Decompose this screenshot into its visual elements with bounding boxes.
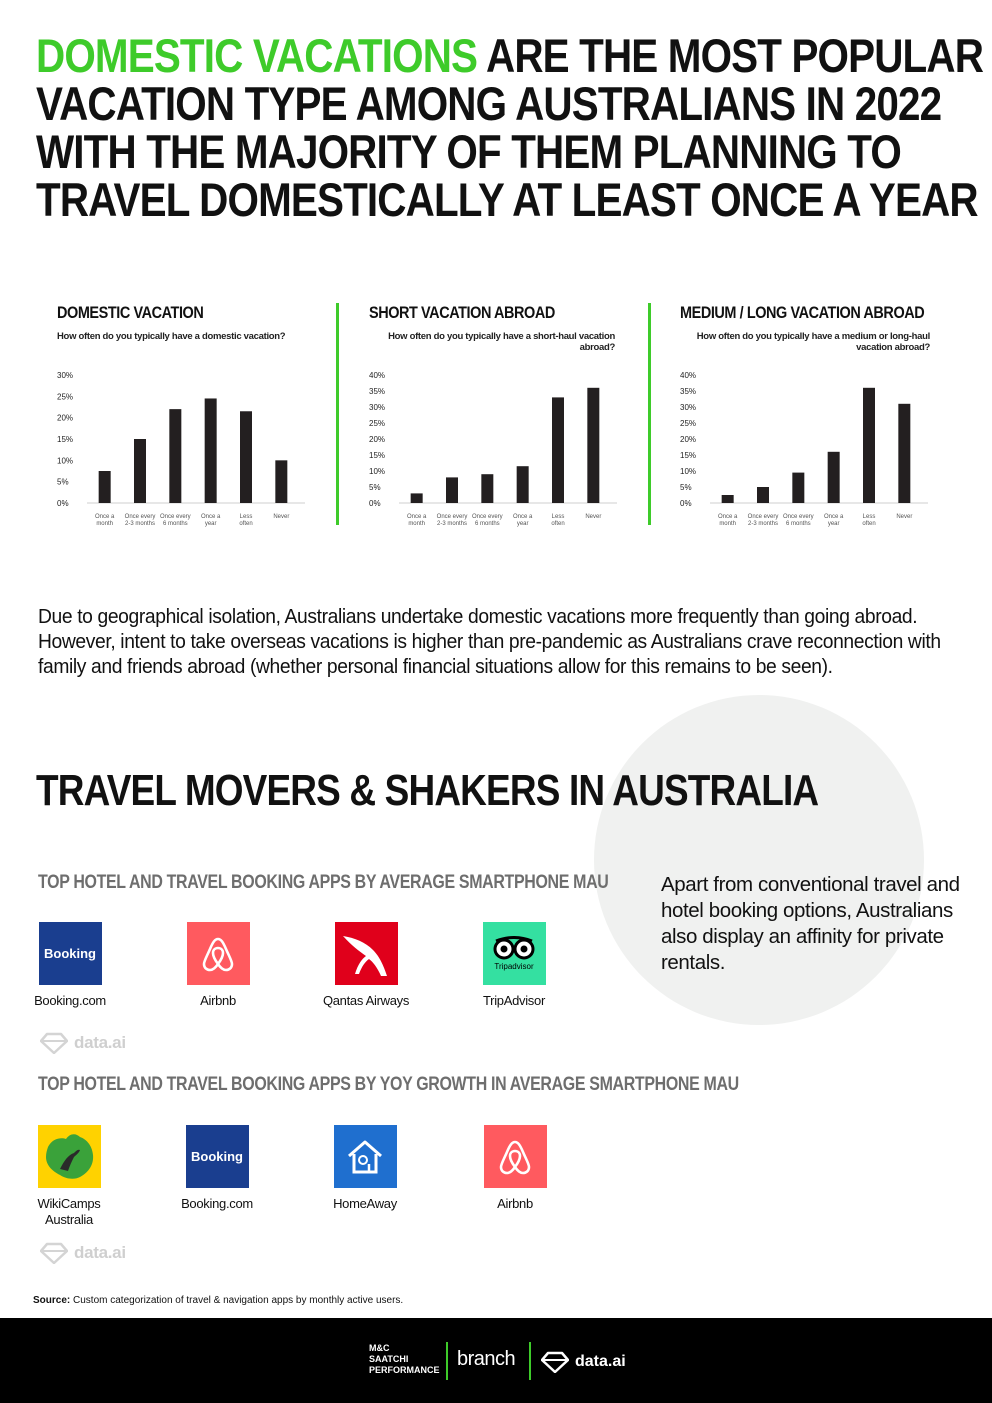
dataai-logo-text: data.ai	[575, 1353, 626, 1370]
y-tick-label: 30%	[57, 371, 74, 380]
watermark-text: data.ai	[74, 1033, 126, 1052]
app-name: Qantas Airways	[322, 993, 410, 1008]
section-title: TRAVEL MOVERS & SHAKERS IN AUSTRALIA	[36, 766, 819, 815]
body-paragraph: Due to geographical isolation, Australians undertake domestic vacations more frequently than going abroad. However, intent to take overseas vacations is higher than pre-pandemic as Australians crave reconnection with family and friends abroad (whether personal financial situations allow for this remains to be seen).	[38, 605, 941, 678]
x-tick-label: Less	[239, 514, 253, 520]
airbnb-icon	[187, 922, 250, 985]
chart-plot	[57, 365, 307, 535]
headline-line-1	[36, 29, 984, 82]
bar	[898, 404, 910, 503]
mc-line-2: SAATCHI	[369, 1354, 409, 1364]
footer-divider	[446, 1342, 448, 1380]
headline-line-1-rest: ARE THE MOST POPULAR	[477, 29, 984, 82]
x-tick-label: Once every	[471, 514, 503, 520]
y-tick-label: 25%	[57, 392, 74, 402]
mc-saatchi-logo	[369, 1343, 440, 1376]
chart-title: DOMESTIC VACATION	[57, 303, 204, 322]
homeaway-icon	[334, 1125, 397, 1188]
source-note	[33, 1295, 403, 1306]
chart-question: How often do you typically have a domestic vacation?	[57, 331, 286, 342]
y-tick-label: 40%	[369, 371, 386, 380]
app-name: Airbnb	[200, 993, 236, 1008]
app-name: Booking.com	[181, 1196, 253, 1211]
x-tick-label: Less	[862, 514, 876, 520]
x-tick-label: 2-3 months	[124, 521, 156, 527]
diamond-icon	[40, 1032, 68, 1054]
chart-plot	[680, 365, 934, 535]
bar	[863, 388, 875, 503]
x-tick-label: 6 months	[785, 521, 811, 527]
x-tick-label: 2-3 months	[747, 521, 779, 527]
watermark-text: data.ai	[74, 1243, 126, 1262]
wikicamps-icon	[38, 1125, 101, 1188]
app-name: HomeAway	[333, 1196, 397, 1211]
airbnb-logo-glyph	[201, 936, 235, 972]
bar	[587, 388, 599, 503]
mc-line-1: M&C	[369, 1343, 390, 1353]
owl-eyes-glyph	[492, 936, 536, 960]
airbnb-logo-glyph	[498, 1139, 532, 1175]
app-name: Booking.com	[34, 993, 106, 1008]
x-tick-label: often	[551, 521, 565, 527]
y-tick-label: 5%	[57, 477, 69, 487]
chart-plot	[369, 365, 619, 535]
chart-divider	[648, 303, 651, 525]
dataai-watermark	[40, 1032, 126, 1054]
bar	[275, 460, 287, 503]
bar	[99, 471, 111, 503]
x-tick-label: year	[516, 521, 529, 527]
x-tick-label: Once a	[94, 514, 115, 520]
source-text: Custom categorization of travel & navigation apps by monthly active users.	[70, 1295, 404, 1306]
top-mau-title: TOP HOTEL AND TRAVEL BOOKING APPS BY AVERAGE SMARTPHONE MAU	[38, 872, 609, 893]
bar	[169, 409, 181, 503]
bar	[411, 493, 423, 503]
y-tick-label: 30%	[680, 403, 697, 412]
x-tick-label: 6 months	[162, 521, 188, 527]
footer-divider	[529, 1342, 531, 1380]
y-tick-label: 20%	[680, 435, 697, 444]
top-growth-title: TOP HOTEL AND TRAVEL BOOKING APPS BY YOY GROWTH IN AVERAGE SMARTPHONE MAU	[38, 1074, 739, 1095]
app-name: TripAdvisor	[483, 993, 545, 1008]
headline-highlight: DOMESTIC VACATIONS	[36, 29, 478, 82]
x-tick-label: Never	[896, 514, 913, 520]
chart-short-vacation-abroad	[369, 295, 619, 535]
x-tick-label: Once every	[782, 514, 814, 520]
chart-medium-long-vacation-abroad	[680, 295, 934, 535]
x-tick-label: year	[827, 521, 840, 527]
bar	[792, 473, 804, 503]
house-glyph	[345, 1138, 385, 1176]
app-qantas-airways[interactable]	[311, 922, 421, 1009]
x-tick-label: Once every	[124, 514, 156, 520]
charts-row	[0, 295, 992, 535]
app-homeaway[interactable]	[310, 1125, 420, 1212]
bar	[517, 466, 529, 503]
australia-map-glyph	[38, 1125, 101, 1188]
diamond-icon	[40, 1242, 68, 1264]
chart-question: How often do you typically have a short-haul vacation abroad?	[388, 331, 615, 353]
booking-icon	[39, 922, 102, 985]
y-tick-label: 25%	[680, 419, 697, 428]
x-tick-label: Never	[273, 514, 290, 520]
x-tick-label: month	[719, 521, 737, 527]
x-tick-label: 6 months	[474, 521, 500, 527]
y-tick-label: 5%	[680, 483, 692, 492]
bar	[240, 411, 252, 503]
bar	[552, 397, 564, 503]
y-tick-label: 15%	[369, 451, 386, 460]
headline-line-4: TRAVEL DOMESTICALLY AT LEAST ONCE A YEAR	[36, 173, 978, 226]
y-tick-label: 40%	[680, 371, 697, 380]
mc-line-3: PERFORMANCE	[369, 1365, 440, 1375]
tripadvisor-icon	[483, 922, 546, 985]
chart-divider	[336, 303, 339, 525]
x-tick-label: month	[408, 521, 426, 527]
app-tripadvisor[interactable]	[459, 922, 569, 1009]
y-tick-label: 35%	[369, 387, 386, 396]
app-name-line-1: WikiCamps	[37, 1196, 101, 1211]
airbnb-icon	[484, 1125, 547, 1188]
y-tick-label: 0%	[57, 499, 69, 508]
source-label: Source:	[33, 1295, 71, 1306]
booking-icon-text: Booking	[191, 1149, 243, 1164]
headline-line-2: VACATION TYPE AMONG AUSTRALIANS IN 2022	[36, 77, 942, 130]
x-tick-label: Once a	[406, 514, 427, 520]
footer-bar	[0, 1318, 992, 1403]
y-tick-label: 35%	[680, 387, 697, 396]
bar	[722, 495, 734, 503]
app-name: Airbnb	[497, 1196, 533, 1211]
tripadvisor-icon-text: Tripadvisor	[494, 962, 534, 971]
x-tick-label: often	[239, 521, 253, 527]
x-tick-label: 2-3 months	[436, 521, 468, 527]
bar	[481, 474, 493, 503]
app-airbnb[interactable]	[460, 1125, 570, 1212]
y-tick-label: 10%	[680, 467, 697, 476]
chart-question: How often do you typically have a medium or long-haul vacation abroad?	[696, 331, 930, 353]
x-tick-label: Once every	[436, 514, 468, 520]
x-tick-label: often	[862, 521, 876, 527]
x-tick-label: Once a	[823, 514, 844, 520]
booking-icon-text: Booking	[44, 946, 96, 961]
bar	[446, 477, 458, 503]
y-tick-label: 5%	[369, 483, 381, 492]
app-booking-com[interactable]	[15, 922, 125, 1009]
app-name-line-2: Australia	[45, 1212, 93, 1227]
x-tick-label: month	[96, 521, 114, 527]
headline-line-3: WITH THE MAJORITY OF THEM PLANNING TO	[36, 125, 901, 178]
y-tick-label: 0%	[369, 499, 381, 508]
qantas-icon	[335, 922, 398, 985]
y-tick-label: 10%	[369, 467, 386, 476]
x-tick-label: Never	[585, 514, 602, 520]
y-tick-label: 10%	[57, 456, 74, 466]
chart-title: MEDIUM / LONG VACATION ABROAD	[680, 303, 925, 322]
dataai-logo	[541, 1351, 626, 1373]
booking-icon	[186, 1125, 249, 1188]
y-tick-label: 20%	[369, 435, 386, 444]
x-tick-label: Once a	[200, 514, 221, 520]
dataai-watermark	[40, 1242, 126, 1264]
app-wikicamps-australia[interactable]	[14, 1125, 124, 1228]
chart-domestic-vacation	[57, 295, 319, 535]
branch-logo: branch	[457, 1348, 516, 1370]
y-tick-label: 25%	[369, 419, 386, 428]
side-note: Apart from conventional travel and hotel booking options, Australians also display an affinity for private rentals.	[661, 873, 960, 974]
page-headline	[36, 29, 984, 226]
y-tick-label: 20%	[57, 413, 74, 423]
chart-title: SHORT VACATION ABROAD	[369, 303, 555, 322]
bar	[205, 398, 217, 503]
bar	[134, 439, 146, 503]
x-tick-label: Once a	[512, 514, 533, 520]
kangaroo-glyph	[335, 922, 398, 985]
y-tick-label: 15%	[57, 435, 74, 444]
x-tick-label: Once every	[159, 514, 191, 520]
app-airbnb[interactable]	[163, 922, 273, 1009]
x-tick-label: year	[204, 521, 217, 527]
x-tick-label: Once every	[747, 514, 779, 520]
y-tick-label: 15%	[680, 451, 697, 460]
app-booking-com[interactable]	[162, 1125, 272, 1212]
y-tick-label: 0%	[680, 499, 692, 508]
x-tick-label: Less	[551, 514, 565, 520]
x-tick-label: Once a	[717, 514, 738, 520]
bar	[757, 487, 769, 503]
y-tick-label: 30%	[369, 403, 386, 412]
bar	[828, 452, 840, 503]
diamond-icon	[541, 1351, 569, 1373]
